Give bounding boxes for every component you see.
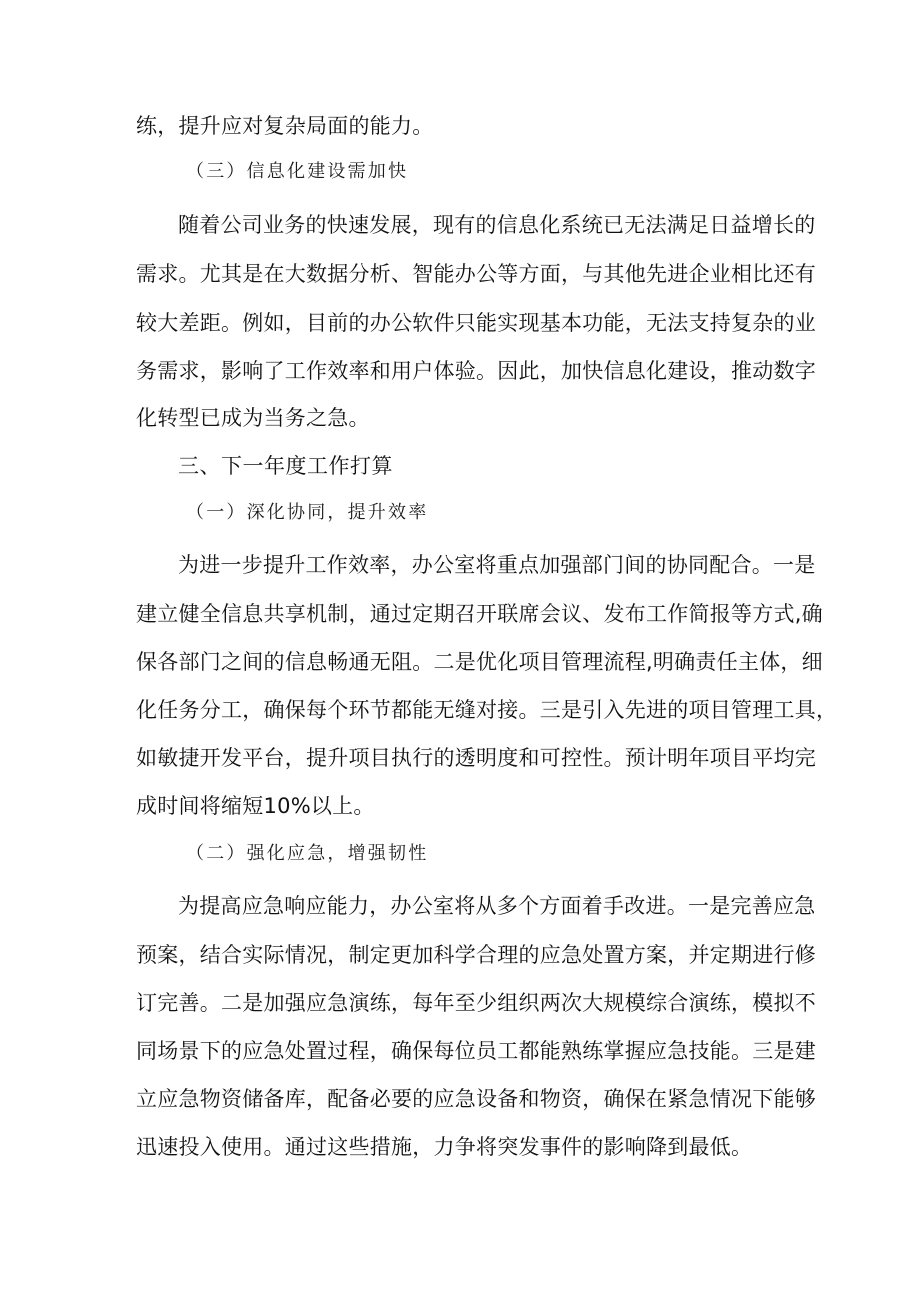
paragraph-line: 为提高应急响应能力，办公室将从多个方面着手改进。一是完善应急	[178, 894, 816, 918]
paragraph-line: 保各部门之间的信息畅通无阻。二是优化项目管理流程,明确责任主体，细	[136, 650, 823, 674]
paragraph-line: 较大差距。例如，目前的办公软件只能实现基本功能，无法支持复杂的业	[136, 311, 816, 335]
paragraph-line: 需求。尤其是在大数据分析、智能办公等方面，与其他先进企业相比还有	[136, 262, 816, 286]
paragraph-line: 为进一步提升工作效率，办公室将重点加强部门间的协同配合。一是	[178, 553, 816, 577]
paragraph-line: 同场景下的应急处置过程，确保每位员工都能熟练掌握应急技能。三是建	[136, 1039, 816, 1063]
section-title-emergency: （二）强化应急，增强韧性	[186, 843, 429, 864]
paragraph-line: 随着公司业务的快速发展，现有的信息化系统已无法满足日益增长的	[178, 213, 816, 237]
paragraph-line: 化任务分工，确保每个环节都能无缝对接。三是引入先进的项目管理工具，	[136, 698, 838, 722]
paragraph-line: 练，提升应对复杂局面的能力。	[136, 114, 434, 138]
paragraph-line: 建立健全信息共享机制，通过定期召开联席会议、发布工作简报等方式,确	[136, 602, 823, 626]
part-heading-next-year-plan: 三、下一年度工作打算	[178, 454, 393, 478]
paragraph-line: 预案，结合实际情况，制定更加科学合理的应急处置方案，并定期进行修	[136, 943, 816, 967]
paragraph-line: 迅速投入使用。通过这些措施，力争将突发事件的影响降到最低。	[136, 1135, 753, 1159]
paragraph-line: 立应急物资储备库，配备必要的应急设备和物资，确保在紧急情况下能够	[136, 1087, 816, 1111]
paragraph-line: 化转型已成为当务之急。	[136, 406, 370, 430]
section-title-informatization: （三）信息化建设需加快	[186, 161, 409, 182]
paragraph-line: 成时间将缩短10%以上。	[136, 794, 375, 818]
paragraph-line: 务需求，影响了工作效率和用户体验。因此，加快信息化建设，推动数字	[136, 359, 816, 383]
paragraph-line: 订完善。二是加强应急演练，每年至少组织两次大规模综合演练，模拟不	[136, 991, 816, 1015]
section-title-collaboration: （一）深化协同，提升效率	[186, 502, 429, 523]
paragraph-line: 如敏捷开发平台，提升项目执行的透明度和可控性。预计明年项目平均完	[136, 746, 816, 770]
